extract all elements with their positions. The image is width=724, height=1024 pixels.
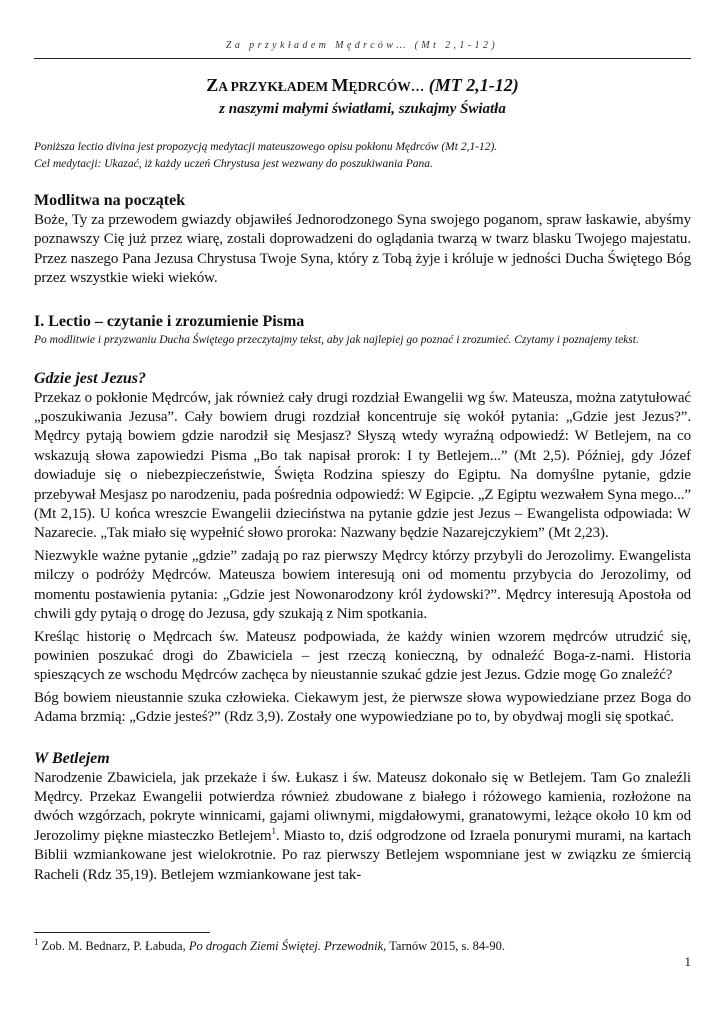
title-reference: (MT 2,1-12)	[424, 75, 519, 95]
intro-note	[34, 139, 691, 173]
footnote-rule	[34, 932, 210, 933]
paragraph: Kreśląc historię o Mędrcach św. Mateusz podpowiada, że każdy winien wzorem mędrców utrudzić się, powinien poszukać drogi do Zbawiciela – jest rzeczą konieczną, by odnaleźć Boga-z-nami. Historia spieszących ze wschodu Mędrców zachęca by nieustannie szukać gdzie jest Jezus. Gdzie mogę Go znaleźć?	[34, 628, 691, 684]
lectio-note: Po modlitwie i przyzwaniu Ducha Świętego przeczytajmy tekst, aby jak najlepiej go poznać i zrozumieć. Czytamy i poznajemy tekst.	[34, 333, 639, 346]
prayer-text: Boże, Ty za przewodem gwiazdy objawiłeś Jednorodzonego Syna swojego poganom, spraw łaskawie, abyśmy poznawszy Cię już przez wiarę, zostali doprowadzeni do oglądania twarzą w twarz blasku Twojego majestatu. Przez naszego Pana Jezusa Chrystusa Twoje Syna, który z Tobą żyje i króluje w jedności Ducha Świętego Bóg przez wszystkie wieki wieków.	[34, 212, 691, 287]
footnote-marker[interactable]: 1	[271, 825, 276, 836]
bethlehem-section	[34, 749, 691, 885]
intro-line: Poniższa lectio divina jest propozycją medytacji mateuszowego opisu pokłonu Mędrców (Mt 2,1-12).	[34, 141, 498, 153]
page-number: 1	[684, 954, 691, 969]
page-title: ZA PRZYKŁADEM MĘDRCÓW… (MT 2,1-12)	[206, 75, 519, 95]
paragraph: Niezwykle ważne pytanie „gdzie” zadają po raz pierwszy Mędrcy którzy przybyli do Jerozolimy. Ewangelista milczy o podróży Mędrców. Mateusza bowiem interesują oni od momentu przybycia do Jerozolimy, od momentu postawienia pytania: „Gdzie jest Nowonarodzony król żydowski?”. Mędrcy interesują Apostoła od chwili gdy pytają o drogę do Jezusa, gdy szukają z Nim spotkania.	[34, 547, 691, 623]
footnote: $^1$ Zob. M. Bednarz, P. Łabuda, Po drogach Ziemi Świętej. Przewodnik, Tarnów 2015, s. 84-90.	[34, 936, 505, 953]
prayer-heading: Modlitwa na początek	[34, 192, 186, 209]
page-subtitle: z naszymi małymi światłami, szukajmy Światła	[219, 101, 506, 117]
page-content	[34, 74, 691, 885]
paragraph: Bóg bowiem nieustannie szuka człowieka. Ciekawym jest, że pierwsze słowa wypowiedziane przez Boga do Adama brzmią: „Gdzie jesteś?” (Rdz 3,9). Zostały one wypowiedziane po to, by obydwaj mogli się spotkać.	[34, 689, 691, 726]
bethlehem-heading: W Betlejem	[34, 749, 110, 767]
prayer-section	[34, 191, 691, 289]
paragraph: Przekaz o pokłonie Mędrców, jak również cały drugi rozdział Ewangelii wg św. Mateusza, można zatytułować „poszukiwania Jezusa”. Cały bowiem drugi rozdział koncentruje się wokół pytania: „Gdzie jest Jezus?”. Mędrcy pytają bowiem gdzie narodził się Mesjasz? Słyszą wtedy wyraźną odpowiedź: W Betlejem, na co wskazują słowa zapowiedzi Pisma „Bo tak napisał prorok: I ty Betlejem...” (Mt 2,5). Później, gdy Józef dowiaduje się o niebezpieczeństwie, Święta Rodzina spieszy do Egiptu. Na domyślne pytanie, gdzie przebywał Mesjasz po narodzeniu, pada pośrednia odpowiedź: W Egipcie. „Z Egiptu wezwałem Syna mego...” (Mt 2,15). U końca wreszcie Ewangelii dzieciństwa na pytanie gdzie jest Jezus – Ewangelista odpowiada: W Nazarecie. „Tak miało się wypełnić słowo proroka: Nazwany będzie Nazarejczykiem” (Mt 2,23).	[34, 389, 691, 542]
intro-line: Cel medytacji: Ukazać, iż każdy uczeń Chrystusa jest wezwany do poszukiwania Pana.	[34, 158, 433, 170]
lectio-section	[34, 312, 691, 348]
running-header: Za przykładem Mędrców… (Mt 2,1-12)	[225, 40, 499, 51]
footnote-book-title: Po drogach Ziemi Świętej. Przewodnik	[188, 939, 384, 953]
where-jesus-section	[34, 369, 691, 728]
where-jesus-heading: Gdzie jest Jezus?	[34, 369, 146, 387]
paragraph: Narodzenie Zbawiciela, jak przekaże i św. Łukasz i św. Mateusz dokonało się w Betlejem. Tam Go znaleźli Mędrcy. Przekaz Ewangelii potwierdza również zbudowane z białego i różowego kamienia, rozłożone na dwóch wzgórzach, pokryte winnicami, gajami oliwnymi, migdałowymi, granatowymi, leżące około 10 km od Jerozolimy piękne miasteczko Betlejem$^1$. Miasto to, dziś odgrodzone od Izraela ponurymi murami, na kartach Biblii wzmiankowane jest wielokrotnie. Po raz pierwszy Betlejem wspomniane jest w związku ze śmiercią Racheli (Rdz 35,19). Betlejem wzmiankowane jest tak-	[34, 769, 691, 883]
header-rule	[34, 58, 691, 59]
lectio-heading: I. Lectio – czytanie i zrozumienie Pisma	[34, 312, 305, 330]
